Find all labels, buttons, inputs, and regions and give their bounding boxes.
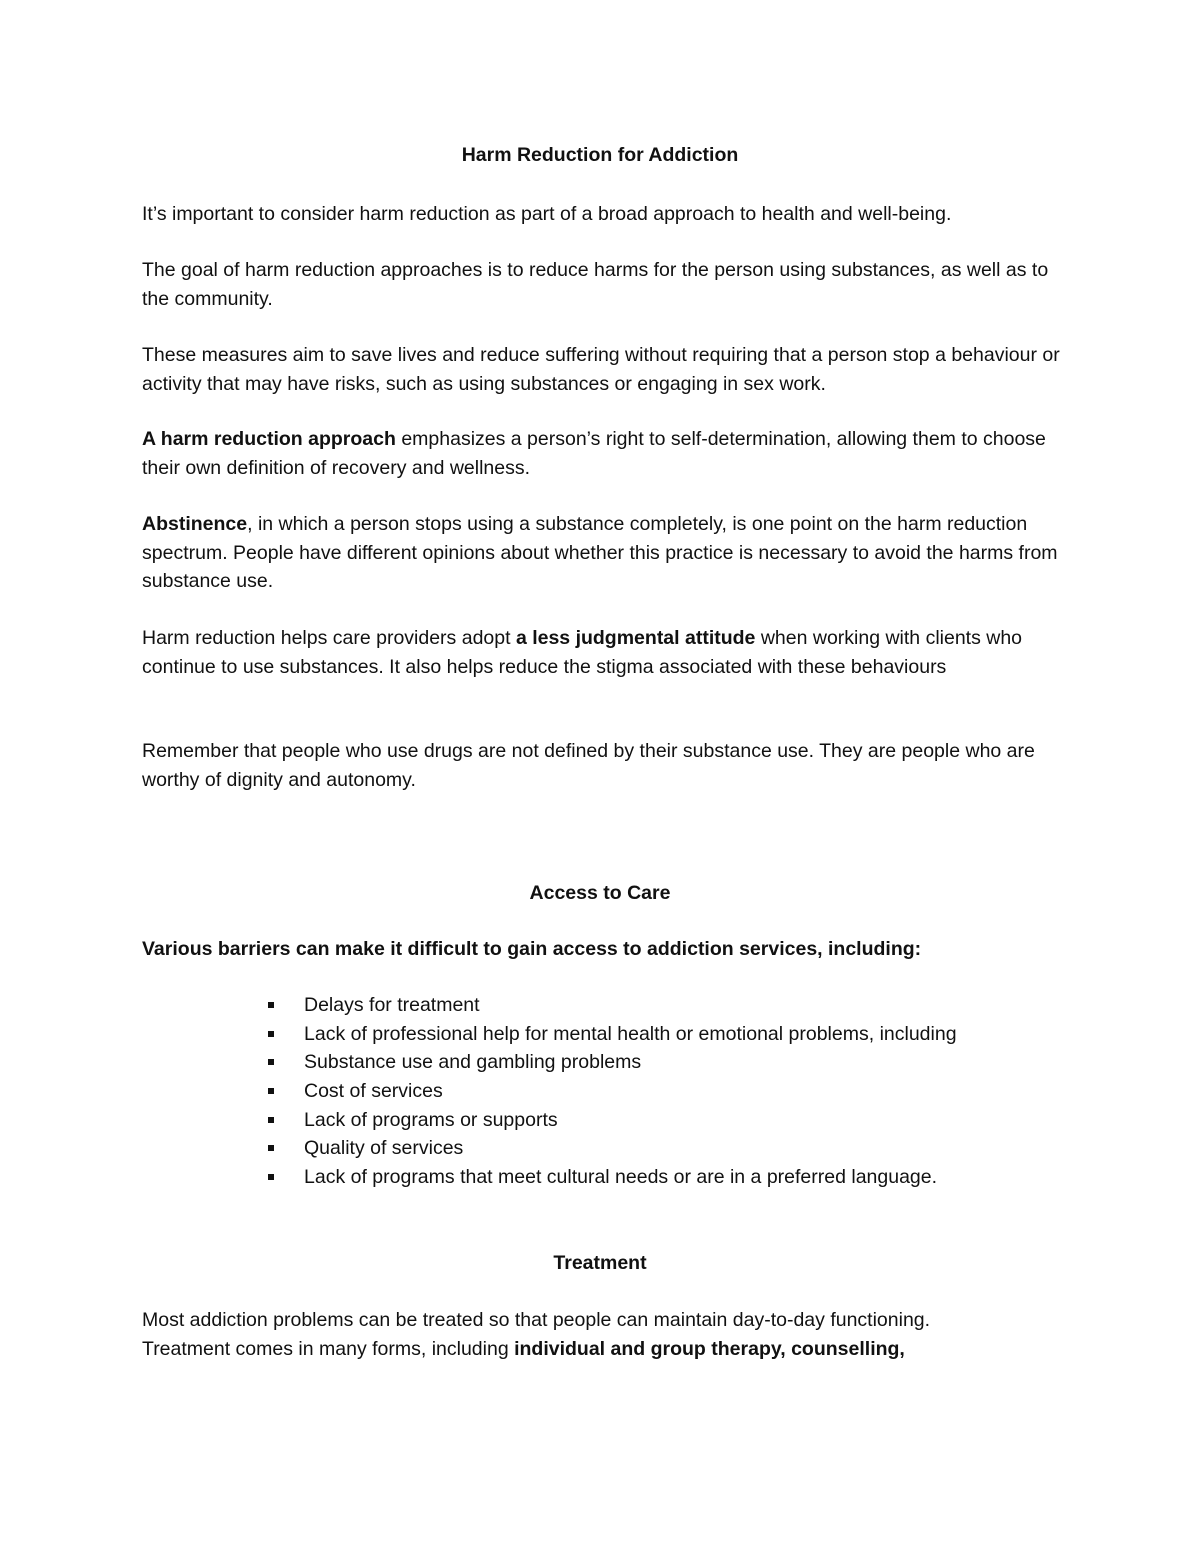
- list-item-text: Lack of programs that meet cultural needs or are in a preferred language.: [304, 1166, 938, 1189]
- document-title: Harm Reduction for Addiction: [461, 144, 739, 166]
- paragraph-dignity: Remember that people who use drugs are not defined by their substance use. They are people who are worthy of dignity and autonomy.: [142, 740, 1035, 791]
- square-bullet-icon: [268, 1059, 274, 1065]
- bold-phrase-less-judgmental: a less judgmental attitude: [515, 627, 756, 649]
- list-item-text: Delays for treatment: [304, 994, 480, 1016]
- list-item: [268, 1048, 1088, 1077]
- list-item-text: Quality of services: [304, 1137, 464, 1160]
- section-heading-treatment: Treatment: [553, 1252, 647, 1274]
- paragraph-abstinence: [142, 510, 1072, 596]
- list-item-text: Substance use and gambling problems: [304, 1051, 642, 1074]
- list-item-text: Lack of professional help for mental health or emotional problems, including: [304, 1022, 957, 1045]
- square-bullet-icon: [268, 1031, 274, 1037]
- paragraph-care-providers: [142, 624, 1072, 681]
- paragraph-text: Treatment comes in many forms, including: [142, 1337, 515, 1360]
- paragraph-broad-approach: It’s important to consider harm reduction as part of a broad approach to health and well-being.: [142, 203, 952, 225]
- square-bullet-icon: [268, 1002, 274, 1008]
- barriers-list: [268, 991, 1088, 1192]
- bold-phrase-abstinence: Abstinence: [142, 513, 248, 535]
- bold-phrase-harm-reduction-approach: A harm reduction approach: [142, 428, 396, 450]
- list-item: [268, 1106, 1088, 1135]
- paragraph-measures: These measures aim to save lives and reduce suffering without requiring that a person stop a behaviour or activity that may have risks, such as using substances or engaging in sex work.: [142, 344, 1060, 395]
- square-bullet-icon: [268, 1174, 274, 1180]
- bold-phrase-therapy-counselling: individual and group therapy, counselling,: [514, 1337, 905, 1360]
- list-item-text: Cost of services: [304, 1080, 443, 1103]
- paragraph-self-determination: [142, 425, 1072, 482]
- paragraph-treatment: [142, 1306, 1072, 1363]
- section-heading-access-to-care: Access to Care: [529, 882, 671, 904]
- square-bullet-icon: [268, 1117, 274, 1123]
- square-bullet-icon: [268, 1145, 274, 1151]
- paragraph-text: Harm reduction helps care providers adopt: [142, 627, 516, 649]
- list-item: [268, 1077, 1088, 1106]
- list-item-text: Lack of programs or supports: [304, 1108, 558, 1131]
- paragraph-text: when working with clients who continue to use substances. It also helps reduce the stigma associated with these behaviours: [142, 627, 1023, 678]
- list-item: [268, 1134, 1088, 1163]
- paragraph-goal: The goal of harm reduction approaches is to reduce harms for the person using substances, as well as to the community.: [142, 259, 1049, 310]
- paragraph-text: Most addiction problems can be treated so that people can maintain day-to-day functioning.: [142, 1309, 931, 1331]
- paragraph-text: , in which a person stops using a substance completely, is one point on the harm reduction spectrum. People have different opinions about whether this practice is necessary to avoid the harms from substance use.: [142, 513, 1058, 592]
- square-bullet-icon: [268, 1088, 274, 1094]
- list-item: [268, 991, 1088, 1020]
- barriers-intro: Various barriers can make it difficult to gain access to addiction services, including:: [142, 938, 922, 960]
- list-item: [268, 1020, 1088, 1049]
- list-item: [268, 1163, 1088, 1192]
- paragraph-text: emphasizes a person’s right to self-determination, allowing them to choose their own definition of recovery and wellness.: [142, 428, 1046, 479]
